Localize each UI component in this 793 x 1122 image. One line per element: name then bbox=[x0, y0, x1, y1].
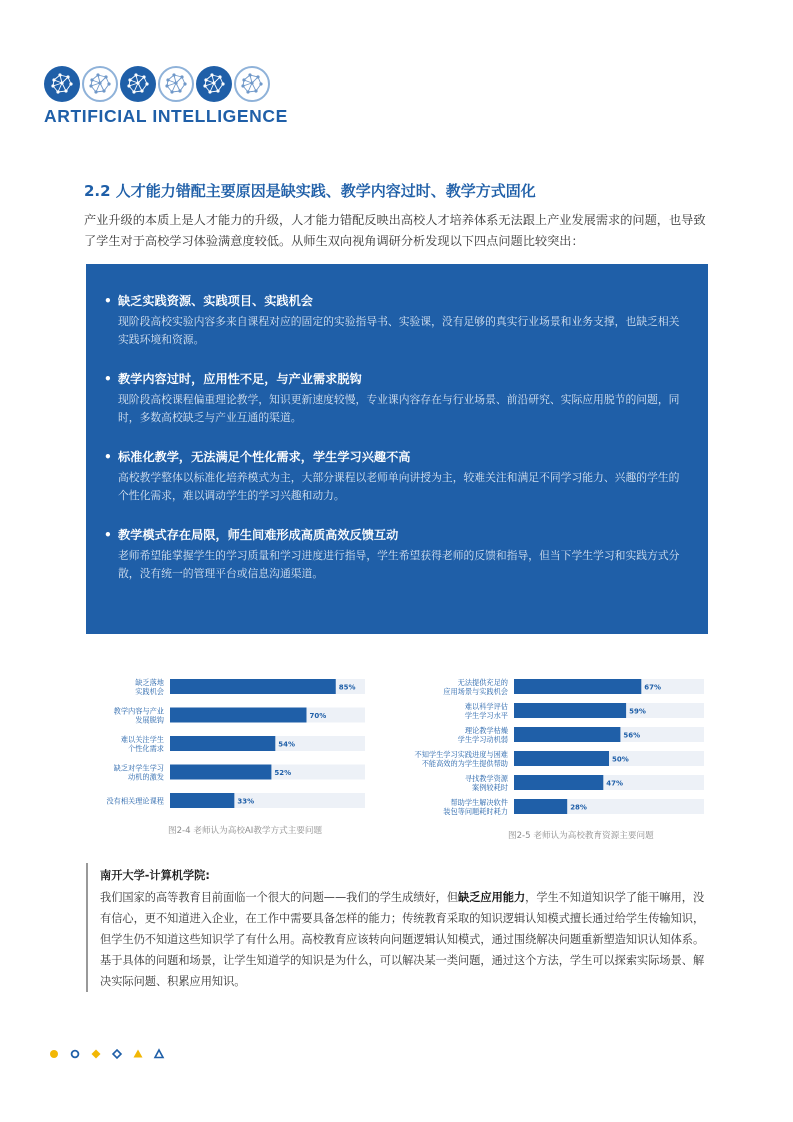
category-label: 缺乏落地 bbox=[135, 678, 164, 687]
bar bbox=[514, 751, 609, 766]
brand-logo bbox=[44, 66, 288, 127]
bar-value-label: 70% bbox=[309, 712, 327, 720]
problem-body: 现阶段高校课程偏重理论教学，知识更新速度较慢，专业课内容存在与行业场景、前沿研究、实际应用脱节的问题，同时，多数高校缺乏与产业互通的渠道。 bbox=[118, 393, 680, 424]
ring-icon bbox=[72, 1051, 79, 1058]
category-label: 装包等问题耗时耗力 bbox=[443, 807, 508, 816]
problem-item bbox=[104, 292, 686, 348]
bar-value-label: 47% bbox=[606, 779, 624, 788]
quote-source: 南开大学-计算机学院: bbox=[100, 869, 210, 882]
category-label: 缺乏对学生学习 bbox=[113, 763, 164, 773]
bullet-icon: • bbox=[104, 528, 112, 542]
category-label: 动机的激发 bbox=[128, 772, 164, 782]
bar-value-label: 52% bbox=[274, 769, 292, 777]
bullet-icon: • bbox=[104, 294, 112, 308]
category-label: 无法提供充足的 bbox=[457, 678, 508, 687]
category-label: 学生学习水平 bbox=[464, 711, 508, 720]
bar-value-label: 56% bbox=[623, 731, 641, 740]
category-label: 理论教学枯燥 bbox=[464, 726, 508, 735]
bar-value-label: 50% bbox=[612, 755, 629, 764]
problem-item bbox=[104, 526, 686, 582]
bar bbox=[170, 708, 307, 723]
filled-circle-icon bbox=[50, 1050, 58, 1058]
bar bbox=[170, 765, 271, 780]
bar bbox=[514, 703, 626, 718]
chart-teaching-methods bbox=[80, 672, 370, 818]
problem-body: 现阶段高校实验内容多来自课程对应的固定的实验指导书、实验课，没有足够的真实行业场景和业务支撑，也缺乏相关实践环境和资源。 bbox=[118, 315, 680, 346]
outline-triangle-icon bbox=[155, 1050, 163, 1058]
interview-quote bbox=[86, 863, 710, 992]
category-label: 寻找教学资源 bbox=[464, 774, 508, 783]
bar-chart-education-resources bbox=[380, 672, 710, 822]
ai-brain-network-icon bbox=[196, 66, 232, 102]
problem-list-panel bbox=[86, 264, 708, 634]
outline-diamond-icon bbox=[113, 1050, 121, 1058]
bar bbox=[170, 679, 336, 694]
category-label: 没有相关理论课程 bbox=[106, 796, 164, 806]
bar-value-label: 33% bbox=[237, 797, 255, 806]
problem-item bbox=[104, 370, 686, 426]
category-label: 发展脱钩 bbox=[135, 715, 164, 725]
bar bbox=[170, 793, 234, 808]
ai-brain-network-outline-icon bbox=[158, 66, 194, 102]
bullet-icon: • bbox=[104, 450, 112, 464]
problem-title: 教学内容过时，应用性不足，与产业需求脱钩 bbox=[118, 372, 362, 386]
logo-icons bbox=[44, 66, 288, 102]
section-title: 2.2 人才能力错配主要原因是缺实践、教学内容过时、教学方式固化 bbox=[84, 182, 536, 200]
category-label: 帮助学生解决软件 bbox=[450, 798, 508, 807]
bar bbox=[514, 679, 641, 694]
category-label: 实践机会 bbox=[135, 687, 164, 696]
problem-title: 缺乏实践资源、实践项目、实践机会 bbox=[118, 294, 313, 308]
bullet-icon: • bbox=[104, 372, 112, 386]
problem-body: 高校教学整体以标准化培养模式为主，大部分课程以老师单向讲授为主，较难关注和满足不同学习能力、兴趣的学生的个性化需求，难以调动学生的学习兴趣和动力。 bbox=[118, 471, 680, 502]
chart-caption-education-resources: 图2-5 老师认为高校教育资源主要问题 bbox=[508, 831, 654, 841]
filled-triangle-icon bbox=[134, 1050, 143, 1058]
category-label: 不知学生学习实践进度与困难 bbox=[414, 750, 508, 759]
problem-title: 教学模式存在局限，师生间难形成高质高效反馈互动 bbox=[118, 528, 399, 542]
ai-brain-network-icon bbox=[44, 66, 80, 102]
chart-education-resources bbox=[380, 672, 710, 822]
problem-item bbox=[104, 448, 686, 504]
bar-value-label: 67% bbox=[644, 683, 662, 692]
problem-title: 标准化教学，无法满足个性化需求，学生学习兴趣不高 bbox=[118, 450, 411, 464]
problem-body: 老师希望能掌握学生的学习质量和学习进度进行指导，学生希望获得老师的反馈和指导，但当下学生学习和实践方式分散，没有统一的管理平台或信息沟通渠道。 bbox=[118, 549, 680, 580]
bar-value-label: 85% bbox=[338, 683, 356, 692]
category-label: 学生学习动机弱 bbox=[457, 735, 508, 744]
category-label: 教学内容与产业 bbox=[113, 706, 164, 716]
category-label: 应用场景与实践机会 bbox=[443, 687, 508, 696]
ai-brain-network-icon bbox=[120, 66, 156, 102]
section-intro: 产业升级的本质上是人才能力的升级，人才能力错配反映出高校人才培养体系无法跟上产业发展需求的问题，也导致了学生对于高校学习体验满意度较低。从师生双向视角调研分析发现以下四点问题比较突出： bbox=[84, 213, 706, 248]
category-label: 案例较耗时 bbox=[472, 783, 508, 792]
category-label: 个性化需求 bbox=[128, 744, 164, 753]
bar-value-label: 28% bbox=[570, 803, 587, 812]
category-label: 难以科学评估 bbox=[464, 702, 508, 711]
ai-brain-network-outline-icon bbox=[82, 66, 118, 102]
footer-decoration bbox=[48, 1046, 168, 1065]
bar bbox=[170, 736, 275, 751]
category-label: 难以关注学生 bbox=[120, 735, 164, 744]
quote-body: 我们国家的高等教育目前面临一个很大的问题——我们的学生成绩好，但缺乏应用能力，学生不知道知识学了能干嘛用，没有信心，更不知道进入企业，在工作中需要具备怎样的能力；传统教育采取的知识逻辑认知模式擅长通过给学生传输知识，但学生仍不知道这些知识学了有什么用。高校教育应该转向问题逻辑认知模式，通过围绕解决问题重新塑造知识认知体系。基于具体的问题和场景，让学生知道学的知识是为什么，可以解决某一类问题，通过这个方法，学生可以探索实际场景、解决实际问题、积累应用知识。 bbox=[100, 891, 705, 988]
filled-diamond-icon bbox=[92, 1050, 101, 1059]
bar bbox=[514, 775, 603, 790]
category-label: 不能高效的为学生提供帮助 bbox=[421, 759, 508, 768]
logo-text: ARTIFICIAL INTELLIGENCE bbox=[44, 106, 288, 126]
footer-shapes bbox=[48, 1047, 168, 1061]
bar bbox=[514, 727, 620, 742]
ai-brain-network-outline-icon bbox=[234, 66, 270, 102]
quote-emphasis: 缺乏应用能力 bbox=[458, 891, 526, 904]
bar-value-label: 54% bbox=[278, 740, 296, 749]
bar-chart-teaching-methods bbox=[80, 672, 370, 818]
bar-value-label: 59% bbox=[629, 707, 646, 716]
chart-caption-teaching-methods: 图2-4 老师认为高校AI教学方式主要问题 bbox=[168, 826, 323, 836]
bar bbox=[514, 799, 567, 814]
